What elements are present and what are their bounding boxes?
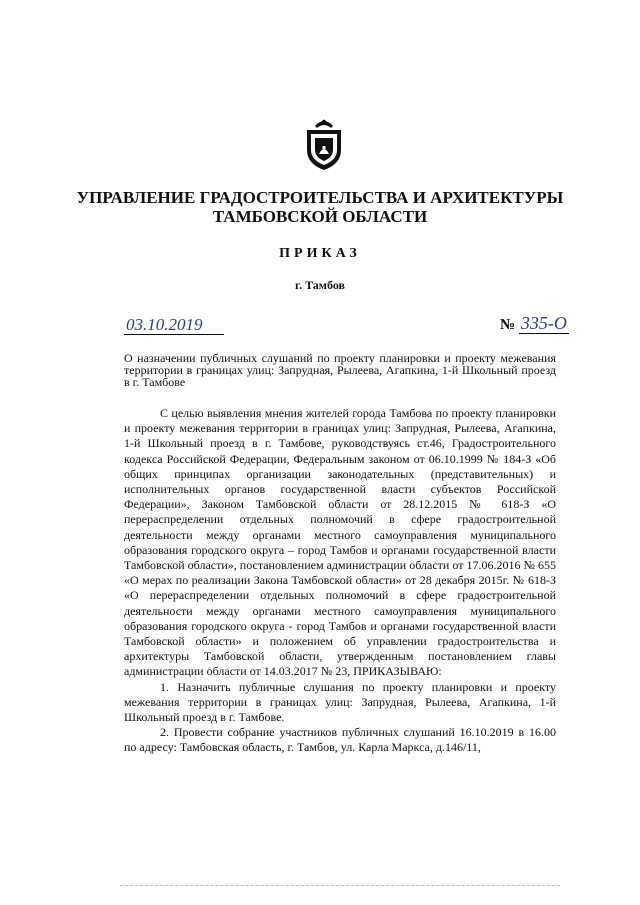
body-item-2: 2. Провести собрание участников публичных слушаний 16.10.2019 в 16.00 по адресу: Тамбовская область, г. Тамбов, ул. Карла Маркса, д.146/11, bbox=[124, 725, 556, 755]
body-item-1: 1. Назначить публичные слушания по проекту планировки и проекту межевания территории в границах улиц: Запрудная, Рылеева, Агапкина, 1-й Школьный проезд в г. Тамбове. bbox=[124, 679, 556, 725]
document-body bbox=[124, 406, 556, 756]
organization-name-line2: ТАМБОВСКОЙ ОБЛАСТИ bbox=[212, 207, 428, 226]
document-title: ПРИКАЗ bbox=[279, 246, 361, 261]
organization-header bbox=[60, 188, 580, 226]
number-prefix: № bbox=[500, 317, 516, 333]
document-city: г. Тамбов bbox=[295, 278, 345, 292]
organization-name-line1: УПРАВЛЕНИЕ ГРАДОСТРОИТЕЛЬСТВА И АРХИТЕКТУРЫ bbox=[76, 188, 564, 207]
page-bottom-divider bbox=[120, 885, 560, 886]
body-preamble: С целью выявления мнения жителей города Тамбова по проекту планировки и проекту межевания территории в границах улиц: Запрудная, Рылеева, Агапкина, 1-й Школьный проезд в г. Тамбове, руководствуясь ст.46, Градостроительного кодекса Российской Федерации, Федеральным законом от 06.10.1999 № 184-З «Об общих принципах организации законодательных (представительных) и исполнительных органов государственной власти субъектов Российской Федерации», Законом Тамбовской области от 28.12.2015 № 618-З «О перераспределении отдельных полномочий в сфере градостроительной деятельности между органами местного самоуправления муниципального образования городского округа – город Тамбов и органами государственной власти Тамбовской области», постановлением администрации области от 17.06.2016 № 655 «О мерах по реализации Закона Тамбовской области» от 28 декабря 2015г. № 618-З «О перераспределении отдельных полномочий в сфере градостроительной деятельности между органами местного самоуправления муниципального образования городского округа - город Тамбов и органами государственной власти Тамбовской области» и положением об управлении градостроительства и архитектуры Тамбовской области, утвержденным постановлением главы администрации области от 14.03.2017 № 23, ПРИКАЗЫВАЮ: bbox=[124, 406, 556, 679]
number-value: 335-О bbox=[520, 313, 567, 333]
document-number bbox=[500, 313, 569, 334]
document-subject: О назначении публичных слушаний по проекту планировки и проекту межевания территории в границах улиц: Запрудная, Рылеева, Агапкина, 1-й Школьный проезд в г. Тамбове bbox=[124, 351, 556, 389]
coat-of-arms-icon bbox=[301, 116, 347, 172]
document-date: 03.10.2019 bbox=[124, 316, 224, 335]
